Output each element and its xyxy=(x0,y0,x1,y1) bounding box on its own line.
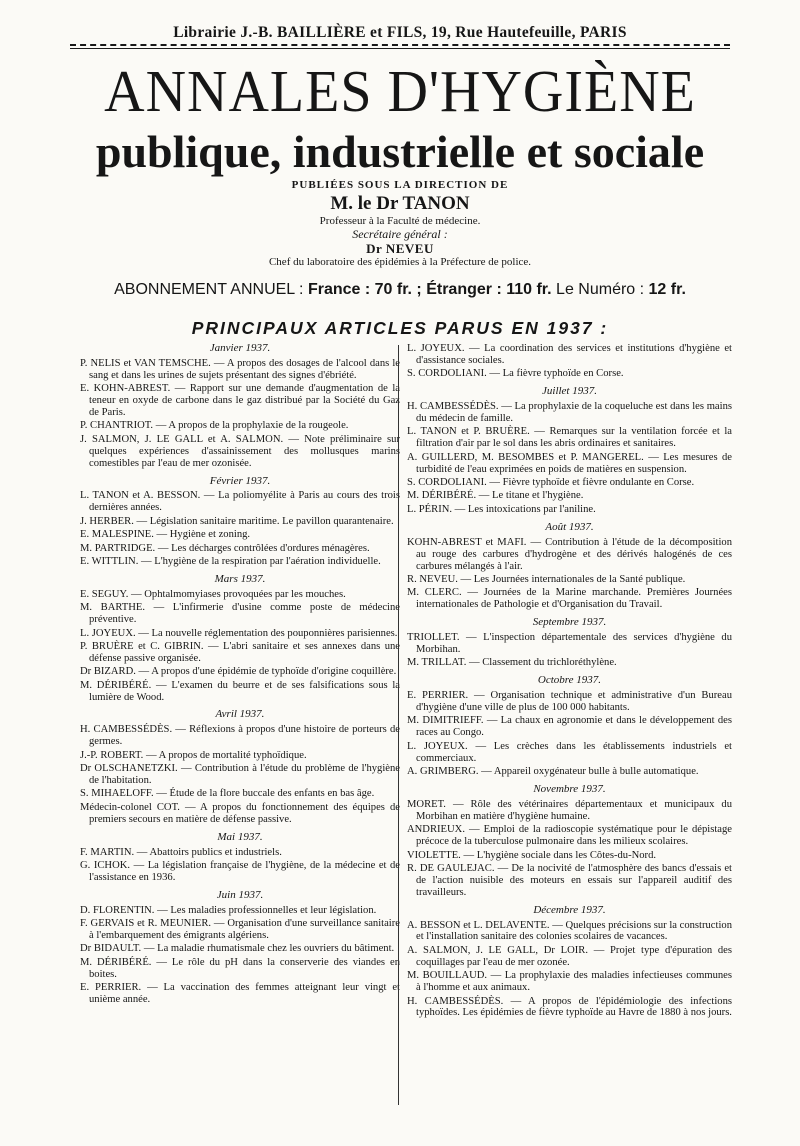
article-entry: R. NEVEU. — Les Journées internationales de la Santé publique. xyxy=(407,573,686,585)
article-entry: Dr BIZARD. — A propos d'une épidémie de typhoïde d'origine coquillère. xyxy=(80,666,397,678)
article-entry: L. JOYEUX. — Les crèches dans les établissements industriels et commerciaux. xyxy=(407,740,732,764)
article-entry: A. GUILLERD, M. BESOMBES et P. MANGEREL. — Les mesures de turbidité de l'eau exprimées en poids de matières en suspension. xyxy=(407,451,732,475)
article-entry: M. BARTHE. — L'infirmerie d'usine comme poste de médecine préventive. xyxy=(80,602,400,626)
article-entry: TRIOLLET. — L'inspection départementale des services d'hygiène du Morbihan. xyxy=(407,632,732,655)
article-entry: H. CAMBESSÉDÈS. — La prophylaxie de la coqueluche est dans les mains du médecin de famille. xyxy=(407,401,732,425)
article-entry: P. NELIS et VAN TEMSCHE. — A propos des dosages de l'alcool dans le sang et dans les urines de sujets présentant des signes d'ébriété. xyxy=(80,357,400,381)
month-heading: Février 1937. xyxy=(209,474,271,487)
article-entry: H. CAMBESSÉDÈS. — A propos de l'épidémiologie des infections typhoïdes. Les épidémies de fièvre typhoïde au Havre de 1880 à nos jours. xyxy=(407,995,732,1019)
journal-subtitle: publique, industrielle et sociale xyxy=(95,126,705,177)
article-entry: J.-P. ROBERT. — A propos de mortalité typhoïdique. xyxy=(80,749,307,761)
article-entry: MORET. — Rôle des vétérinaires départementaux et municipaux du Morbihan en matière d'hygiène humaine. xyxy=(407,798,732,822)
secretary-name: Dr NEVEU xyxy=(366,241,434,256)
article-entry: M. DÉRIBÉRÉ. — L'examen du beurre et de ses falsifications sous la lumière de Wood. xyxy=(80,679,400,703)
article-entry: M. BOUILLAUD. — La prophylaxie des maladies infectieuses communes à l'homme et aux animaux. xyxy=(407,970,732,994)
article-entry: E. KOHN-ABREST. — Rapport sur une demande d'augmentation de la teneur en oxyde de carbone dans le gaz distribué par la Société du Gaz de Paris. xyxy=(80,383,400,419)
article-entry: M. DÉRIBÉRÉ. — Le titane et l'hygiène. xyxy=(407,490,584,502)
article-entry: E. WITTLIN. — L'hygiène de la respiration par l'aération individuelle. xyxy=(80,556,381,567)
article-entry: S. CORDOLIANI. — Fièvre typhoïde et fièvre ondulante en Corse. xyxy=(407,477,695,489)
header-rule xyxy=(70,44,730,46)
article-entry: G. ICHOK. — La législation française de l'hygiène, de la médecine et de l'assistance en 1936. xyxy=(80,859,400,883)
article-entry: ANDRIEUX. — Emploi de la radioscopie systématique pour le dépistage précoce de la tuberculose pulmonaire dans les milieux scolaires. xyxy=(407,824,732,848)
month-heading: Avril 1937. xyxy=(215,708,265,721)
article-entry: L. TANON et A. BESSON. — La poliomyélite à Paris au cours des trois dernières années. xyxy=(80,490,400,514)
director-name: M. le Dr TANON xyxy=(330,193,470,214)
article-entry: E. MALESPINE. — Hygiène et zoning. xyxy=(80,529,251,541)
article-entry: P. CHANTRIOT. — A propos de la prophylaxie de la rougeole. xyxy=(80,420,349,432)
header-rule-solid xyxy=(70,48,730,49)
article-entry: VIOLETTE. — L'hygiène sociale dans les Côtes-du-Nord. xyxy=(407,849,657,861)
article-entry: E. PERRIER. — Organisation technique et administrative d'un Bureau d'hygiène d'une ville de plus de 100 000 habitants. xyxy=(407,690,732,714)
month-heading: Mai 1937. xyxy=(217,830,263,843)
article-entry: S. CORDOLIANI. — La fièvre typhoïde en Corse. xyxy=(407,368,624,380)
month-heading: Septembre 1937. xyxy=(532,616,607,629)
month-heading: Octobre 1937. xyxy=(537,674,602,687)
month-heading: Mars 1937. xyxy=(214,572,266,585)
column-divider xyxy=(398,345,399,1105)
article-entry: F. MARTIN. — Abattoirs publics et industriels. xyxy=(80,846,282,858)
article-entry: M. CLERC. — Journées de la Marine marchande. Premières Journées internationales de Pathologie et d'Organisation du Travail. xyxy=(407,587,732,611)
article-entry: Dr BIDAULT. — La maladie rhumatismale chez les ouvriers du bâtiment. xyxy=(80,943,395,955)
article-entry: M. DÉRIBÉRÉ. — Le rôle du pH dans la conserverie des viandes en boites. xyxy=(80,956,400,980)
article-entry: R. DE GAULEJAC. — De la nocivité de l'atmosphère des bancs d'essais et de l'action nuisible des moteurs en essais sur l'appareil auditif des travailleurs. xyxy=(407,862,732,898)
number-label: Le Numéro : xyxy=(551,281,649,298)
article-entry: Dr OLSCHANETZKI. — Contribution à l'étude du problème de l'hygiène de l'habitation. xyxy=(80,763,400,786)
article-entry: J. HERBER. — Législation sanitaire maritime. Le pavillon quarantenaire. xyxy=(80,515,394,527)
article-entry: Médecin-colonel COT. — A propos du fonctionnement des équipes de premiers secours en matière de défense passive. xyxy=(80,801,400,825)
article-entry: D. FLORENTIN. — Les maladies professionnelles et leur législation. xyxy=(80,904,377,916)
month-heading: Août 1937. xyxy=(545,520,594,533)
article-entry: H. CAMBESSÉDÈS. — Réflexions à propos d'une histoire de porteurs de germes. xyxy=(80,724,400,748)
right-column xyxy=(407,343,732,1021)
article-entry: A. GRIMBERG. — Appareil oxygénateur bulle à bulle automatique. xyxy=(407,766,699,778)
article-entry: S. MIHAELOFF. — Étude de la flore buccale des enfants en bas âge. xyxy=(80,788,375,800)
article-entry: KOHN-ABREST et MAFI. — Contribution à l'étude de la décomposition au rouge des carbures d'hydrogène et des dérivés halogénés de ces carbures mélangés à l'air. xyxy=(407,536,732,572)
month-heading: Janvier 1937. xyxy=(209,342,271,354)
subscription-prices: France : 70 fr. ; Étranger : 110 fr. xyxy=(307,281,552,298)
director-title: Professeur à la Faculté de médecine. xyxy=(319,215,481,227)
article-entry: P. BRUÈRE et C. GIBRIN. — L'abri sanitaire et ses annexes dans une défense passive organisée. xyxy=(80,640,400,664)
secretary-label: Secrétaire général : xyxy=(352,227,448,241)
article-entry: A. BESSON et L. DELAVENTE. — Quelques précisions sur la construction et l'installation sanitaire des colonies scolaires de vacances. xyxy=(407,919,732,943)
left-column xyxy=(80,343,400,1007)
month-heading: Juin 1937. xyxy=(216,888,264,901)
number-price: 12 fr. xyxy=(648,281,686,298)
article-entry: M. DIMITRIEFF. — La chaux en agronomie et dans le développement des races au Congo. xyxy=(407,715,732,739)
article-entry: L. JOYEUX. — La coordination des services et institutions d'hygiène et d'assistance sociales. xyxy=(407,343,732,366)
article-entry: F. GERVAIS et R. MEUNIER. — Organisation d'une surveillance sanitaire à l'embarquement des émigrants algériens. xyxy=(80,918,400,941)
month-heading: Décembre 1937. xyxy=(533,903,606,916)
section-title: PRINCIPAUX ARTICLES PARUS EN 1937 : xyxy=(191,318,609,338)
month-heading: Novembre 1937. xyxy=(533,783,606,795)
article-entry: J. SALMON, J. LE GALL et A. SALMON. — Note préliminaire sur quelques expériences d'assainissement des mollusques marins comestibles par l'eau de mer ozonisée. xyxy=(80,433,400,469)
article-entry: A. SALMON, J. LE GALL, Dr LOIR. — Projet type d'épuration des coquillages par l'eau de mer ozonée. xyxy=(407,944,732,968)
subscription-line xyxy=(0,281,800,299)
journal-title: ANNALES D'HYGIÈNE xyxy=(104,59,696,125)
published-under: PUBLIÉES SOUS LA DIRECTION DE xyxy=(291,179,509,191)
subscription-label: ABONNEMENT ANNUEL : xyxy=(114,281,308,298)
article-entry: E. SEGUY. — Ophtalmomyiases provoquées par les mouches. xyxy=(80,588,346,600)
article-entry: M. TRILLAT. — Classement du trichloréthylène. xyxy=(407,657,617,669)
publisher-line: Librairie J.-B. BAILLIÈRE et FILS, 19, Rue Hautefeuille, PARIS xyxy=(173,24,627,41)
article-entry: L. TANON et P. BRUÈRE. — Remarques sur la ventilation forcée et la filtration d'air par le sol dans les abris ordinaires et sanitaires. xyxy=(407,426,732,450)
article-entry: M. PARTRIDGE. — Les décharges contrôlées d'ordures ménagères. xyxy=(80,542,370,554)
article-entry: E. PERRIER. — La vaccination des femmes atteignant leur vingt et unième année. xyxy=(80,982,400,1005)
article-entry: L. JOYEUX. — La nouvelle réglementation des pouponnières parisiennes. xyxy=(80,627,398,639)
secretary-title: Chef du laboratoire des épidémies à la Préfecture de police. xyxy=(268,256,532,268)
article-entry: L. PÉRIN. — Les intoxications par l'aniline. xyxy=(407,503,596,515)
month-heading: Juillet 1937. xyxy=(542,385,597,398)
